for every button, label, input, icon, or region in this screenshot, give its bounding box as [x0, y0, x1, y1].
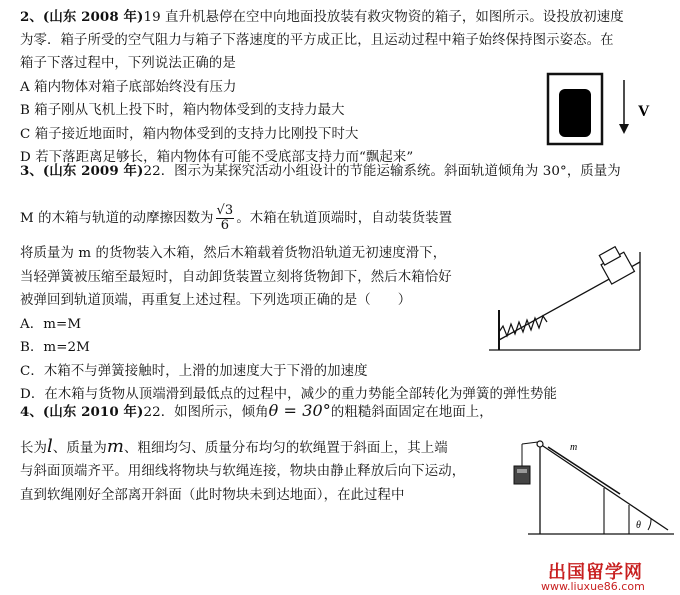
- q3-option-c: C．木箱不与弹簧接触时，上滑的加速度大于下滑的加速度: [20, 364, 368, 379]
- q4-line-4: 直到软绳刚好全部离开斜面（此时物块未到达地面），在此过程中: [20, 488, 405, 503]
- q3-option-a: A．m=M: [20, 317, 82, 332]
- q2-line-2: 为零．箱子所受的空气阻力与箱子下落速度的平方成正比，且运动过程中箱子始终保持图示姿态。在: [20, 33, 614, 48]
- q4-rope-mass-label: m: [570, 442, 578, 453]
- q3-text-2b: 。木箱在轨道顶端时，自动装货装置: [236, 211, 453, 226]
- q4-text-2b: 、质量为: [52, 441, 107, 456]
- q4-length-symbol: l: [46, 436, 53, 457]
- watermark-url: www.liuxue86.com: [541, 580, 645, 593]
- q2-text-1: 19 直升机悬停在空中向地面投放装有救灾物资的箱子，如图所示。设投放初速度: [143, 10, 624, 25]
- q2-option-c: C 箱子接近地面时，箱内物体受到的支持力比刚投下时大: [20, 127, 359, 142]
- q4-line-3: 与斜面顶端齐平。用细线将物块与软绳连接，物块由静止释放后向下运动，: [20, 464, 466, 479]
- q2-line-1: [20, 8, 624, 27]
- q3-incline-figure: [485, 240, 660, 355]
- q3-box-with-cargo: [597, 244, 635, 284]
- q2-line-3: 箱子下落过程中，下列说法正确的是: [20, 56, 236, 71]
- q4-angle-arc: [648, 519, 651, 530]
- q4-hanging-block: [514, 466, 530, 484]
- q4-text-1a: 22．如图所示，倾角: [143, 405, 269, 420]
- q3-option-b: B．m=2M: [20, 340, 90, 355]
- q3-fraction-numerator: √3: [216, 203, 234, 218]
- q4-line-2: [20, 438, 448, 458]
- q4-string-to-pulley: [522, 442, 538, 444]
- q2-cargo: [559, 89, 591, 137]
- q2-box-figure: [540, 70, 660, 150]
- q2-option-b: B 箱子刚从飞机上投下时，箱内物体受到的支持力最大: [20, 103, 345, 118]
- q3-line-4: 当轻弹簧被压缩至最短时，自动卸货装置立刻将货物卸下，然后木箱恰好: [20, 270, 452, 285]
- q4-text-1b: 的粗糙斜面固定在地面上，: [330, 405, 493, 420]
- q4-text-2c: 、粗细均匀、质量分布均匀的软绳置于斜面上，其上端: [123, 441, 448, 456]
- q4-text-2a: 长为: [20, 441, 47, 456]
- q3-fraction-denominator: 6: [220, 218, 230, 233]
- q3-friction-fraction: [216, 204, 235, 233]
- q2-tag: 2、(山东 2008 年): [20, 9, 144, 25]
- q4-incline-figure: [508, 430, 680, 540]
- q2-option-a: A 箱内物体对箱子底部始终没有压力: [20, 80, 237, 95]
- q2-option-d: D 若下落距离足够长，箱内物体有可能不受底部支持力而“飘起来”: [20, 150, 414, 165]
- q3-line-3: 将质量为 m 的货物装入木箱，然后木箱载着货物沿轨道无初速度滑下，: [20, 246, 447, 261]
- q3-line-5: 被弹回到轨道顶端，再重复上述过程。下列选项正确的是（ ）: [20, 293, 412, 308]
- q3-text-1: 22．图示为某探究活动小组设计的节能运输系统。斜面轨道倾角为 30°，质量为: [143, 164, 621, 179]
- q2-velocity-arrow-head: [619, 124, 629, 134]
- q4-line-1: [20, 402, 493, 422]
- q3-line-1: [20, 162, 621, 181]
- q3-text-2a: M 的木箱与轨道的动摩擦因数为: [20, 211, 214, 226]
- q4-theta-expression: θ = 30°: [268, 401, 331, 420]
- q4-rope-on-incline: [548, 447, 620, 494]
- q4-angle-label: θ: [636, 520, 641, 531]
- q3-line-2: [20, 204, 452, 233]
- q4-tag: 4、(山东 2010 年): [20, 404, 144, 420]
- q3-tag: 3、(山东 2009 年): [20, 163, 144, 179]
- q3-option-d: D．在木箱与货物从顶端滑到最低点的过程中，减少的重力势能全部转化为弹簧的弹性势能: [20, 387, 557, 402]
- q2-velocity-label: V: [638, 103, 650, 120]
- q4-mass-symbol: m: [106, 436, 124, 457]
- watermark-logo: 出国留学网: [548, 562, 643, 583]
